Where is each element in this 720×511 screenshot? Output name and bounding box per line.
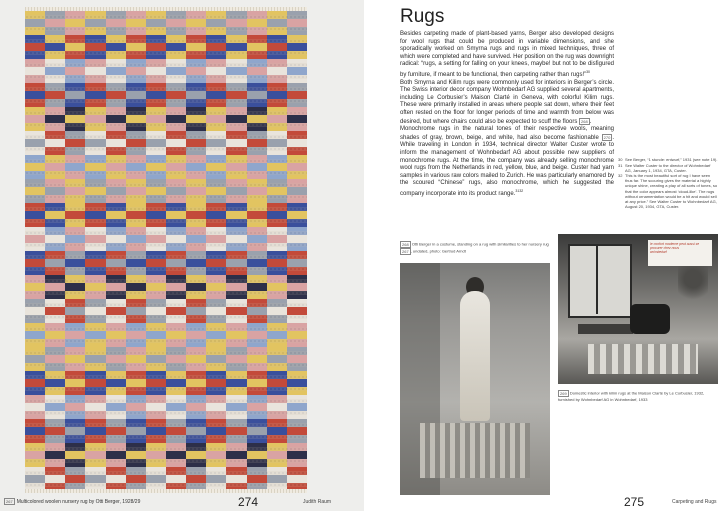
kilim-rug [588, 344, 698, 374]
advert-sign-text: le confort moderne peut aussi se procurer chez nous [650, 242, 700, 250]
body-text [400, 31, 614, 199]
advert-sign [648, 240, 712, 266]
section-title: Rugs [400, 6, 445, 27]
running-head-left: Judith Raum [303, 499, 332, 505]
rug-fringe-bottom [25, 489, 307, 493]
table [578, 324, 633, 334]
endnote: 31 See Walter Custer to the director of Wohnbedarf AG, January 1, 1934, GTA, Custer. [618, 162, 711, 173]
right-page-footer [366, 494, 720, 511]
nursery-rug-image [25, 11, 307, 489]
endnotes [618, 157, 718, 209]
body-paragraph: Besides carpeting made of plant-based yarns, Berger also developed designs for wool rugs that could be produced in variable dimensions, and she sporadically worked on Smyrna rugs and rugs in mixed techniques, three of which were completed and have survived. Her position on the rug was downright radical: “rugs, a setting for falling on your knees, maybe! but not to be disfigured by furniture, if meant to be functional, then carpeting rather than rugs!”$^{30}$ [400, 31, 614, 78]
figure-ref-badge: 270 [603, 134, 611, 140]
photo-caption-otti-berger: 268 Otti Berger in a costume, standing on a rug with similarities to her nursery rug 267 , undated, photo: Gertrud Arndt [402, 241, 549, 254]
endnote: 30 See Berger, “1 stunde: entwurf,” 1931 (see note 19). [618, 157, 718, 162]
window [568, 244, 632, 318]
figure-ref-badge: 267 [402, 249, 409, 254]
photo-otti-berger-costume [400, 263, 550, 495]
rug-caption [4, 498, 140, 505]
running-head-right: Carpeting and Rugs [672, 499, 717, 505]
photo-maison-clarte-interior [558, 234, 718, 384]
note-mark: 31 [515, 189, 520, 194]
figure-ref-badge: 268 [581, 118, 588, 124]
right-page [366, 0, 720, 511]
advert-sign-brand: wohnbedarf [650, 250, 667, 254]
figure-body [460, 291, 490, 421]
note-mark: 30 [586, 69, 591, 74]
rug-caption-text: Multicolored woolen nursery rug by Otti Berger, 1928/29 [16, 498, 141, 505]
page-number-right: 275 [624, 495, 645, 509]
left-page-footer [0, 494, 364, 511]
window-bar [596, 244, 598, 314]
figure-ref-badge: 268 [402, 242, 409, 247]
endnote: 32 This is the most beautiful sort of rug I have seen thus far. The scouring gives the material a highly unique shine, creating a play of all sorts of tones, so that the color appears almost ‘cloud-like’. The rugs without ornamentation would be a hit and would sell at any price.” See Walter Custer to Wohnbedarf AG, August 20, 1934, GTA, Custer. [618, 173, 718, 209]
page-number-left: 274 [238, 495, 259, 509]
figure-ref-badge: 269 [560, 391, 567, 396]
note-mark: 32 [519, 189, 524, 194]
figure-ref-badge: 267 [6, 499, 13, 504]
body-paragraph: Both Smyrna and Kilim rugs were commonly used for interiors in Berger’s circle. The Swiss interior decor company Wohnbedarf AG supplied several apartments, including Le Corbusier’s Maison Clarté in Geneva, with colorful Kilim rugs. These were primarily installed in areas where people sat down, where their feet often rested on the floor for longer periods of time and warmth from below was desired, but where chairs could also be expected to scuff the floors 268 . [400, 79, 614, 125]
photo-caption-maison-clarte: 269 Domestic interior with kilim rugs at the Maison Clarté by Le Corbusier, 1932, furnished by Wohnbedarf AG in Wohnbedarf, 1933 [558, 390, 705, 402]
body-paragraph: Monochrome rugs in the natural tones of their respective wools, meaning shades of gray, brown, beige, and white, had also become fashionable 270 . While traveling in London in 1934, technical director Walter Custer wrote to inform the management of Wohnbedarf AG about possible new suppliers of monochrome rugs. At the time, the company was already selling monochrome wool rugs from the Netherlands in red, yellow, blue, and beige. Custer had yarn samples in various raw colors mailed to Zurich. He was particularly enamored by the scoured “Chinese” rugs, also monochrome, which he suggested the company incorporate into its product range.$^{3132}$ [400, 126, 615, 198]
floor-rug [420, 423, 530, 478]
lounge-chair [630, 304, 670, 334]
